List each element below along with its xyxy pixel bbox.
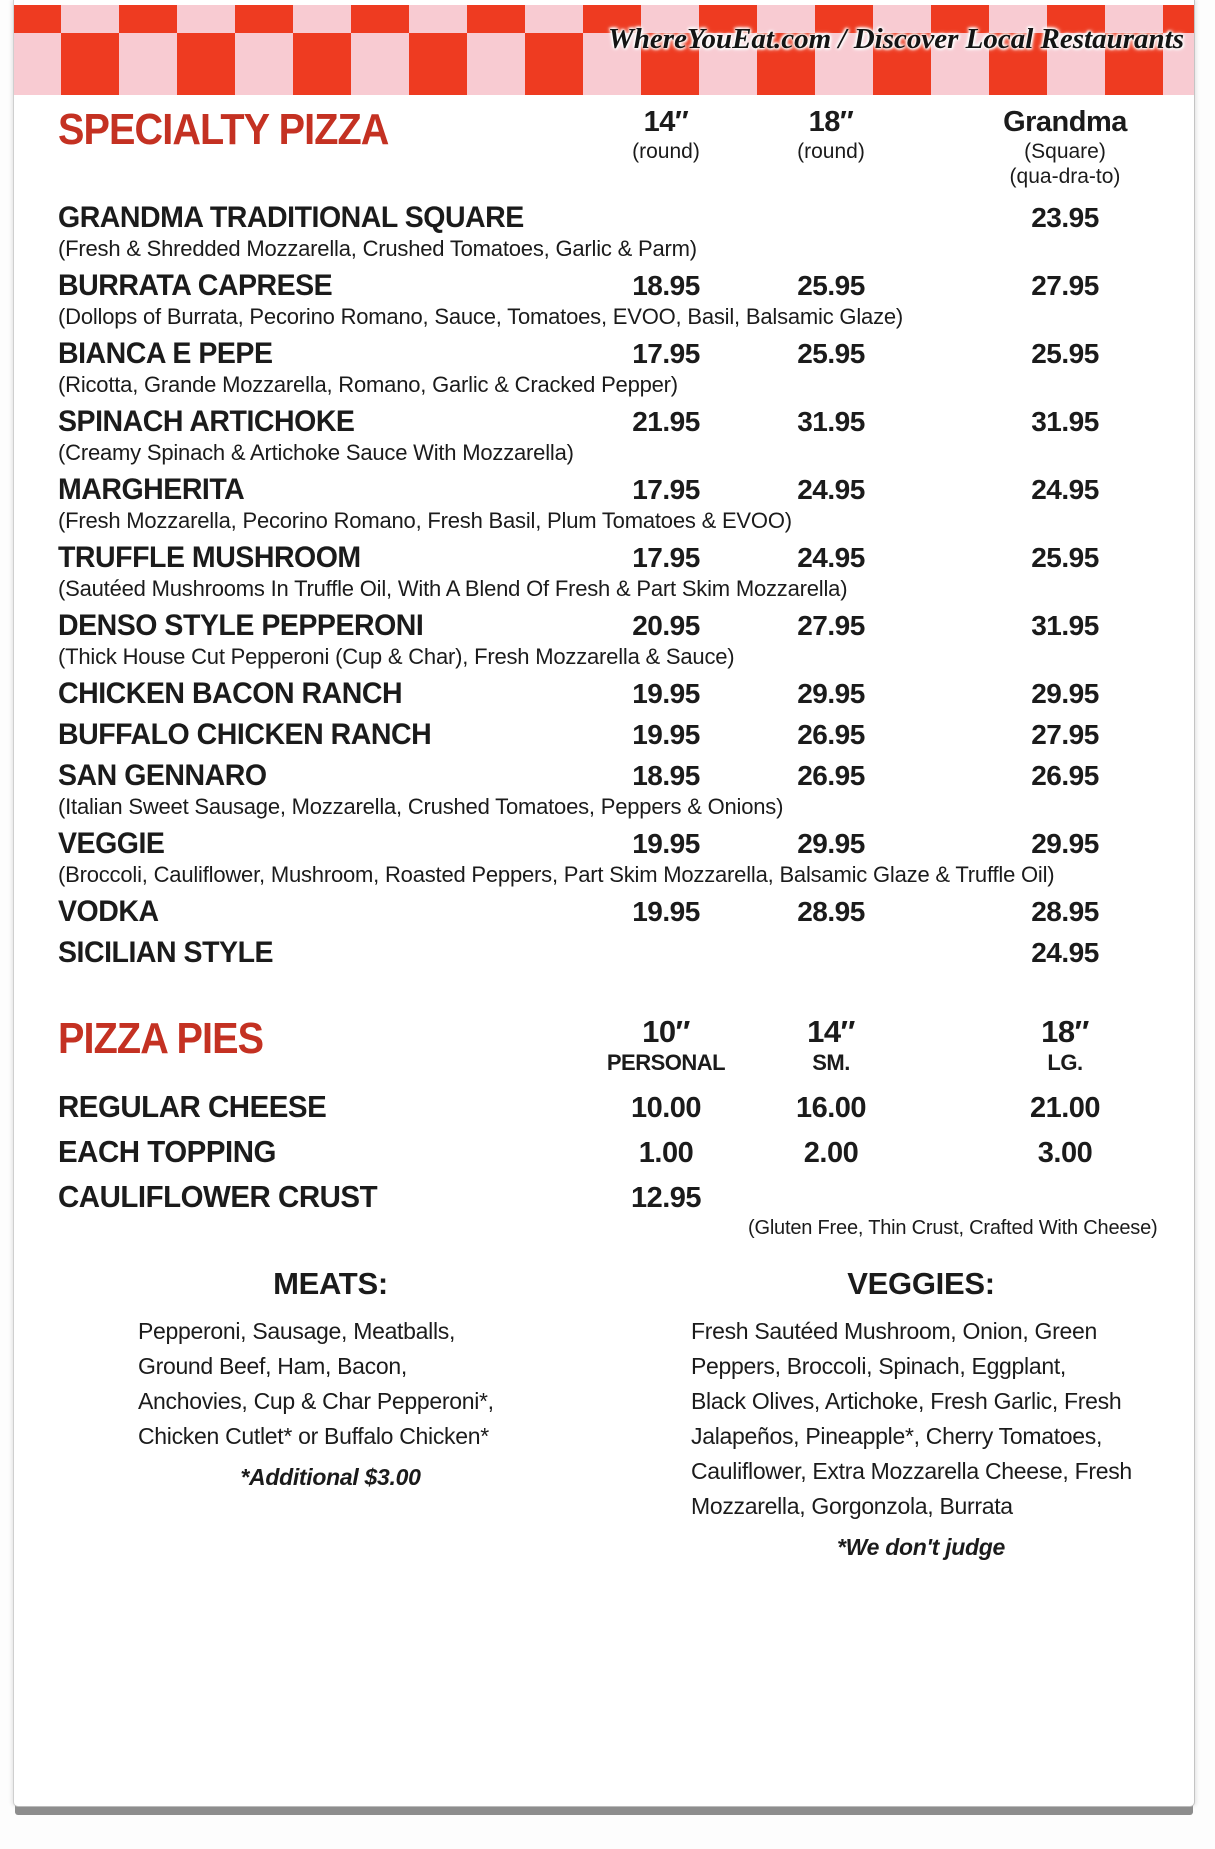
menu-item — [58, 473, 1194, 534]
item-price-18: 24.95 — [797, 542, 865, 573]
item-price-grandma: 24.95 — [1031, 937, 1099, 968]
checkered-banner — [14, 5, 1194, 95]
item-price-large: 3.00 — [1037, 1137, 1093, 1169]
specialty-item-list — [58, 201, 1194, 970]
menu-item — [58, 337, 1194, 398]
item-description: (Fresh & Shredded Mozzarella, Crushed Tomatoes, Garlic & Parm) — [58, 236, 697, 261]
item-price-18: 26.95 — [797, 760, 865, 791]
item-name: REGULAR CHEESE — [58, 1089, 327, 1124]
item-price-grandma: 23.95 — [1031, 202, 1099, 233]
item-price-grandma: 31.95 — [1031, 406, 1099, 437]
column-header-10-personal: 10″ PERSONAL — [606, 1014, 726, 1075]
menu-item — [58, 718, 1194, 752]
item-price-18: 25.95 — [797, 338, 865, 369]
item-price-14: 18.95 — [632, 270, 700, 301]
item-price-grandma: 25.95 — [1031, 338, 1099, 369]
pies-title: PIZZA PIES — [58, 1014, 264, 1063]
item-price-personal: 12.95 — [630, 1182, 702, 1214]
menu-item — [58, 609, 1194, 670]
menu-item-row — [58, 541, 1194, 575]
item-price-14: 21.95 — [632, 406, 700, 437]
menu-item-row — [58, 677, 1194, 711]
topping-line: Ground Beef, Ham, Bacon, — [138, 1353, 407, 1379]
item-name: TRUFFLE MUSHROOM — [58, 541, 361, 574]
topping-line: Anchovies, Cup & Char Pepperoni*, — [138, 1388, 494, 1414]
column-header-18: 18″ (round) — [797, 106, 865, 163]
topping-line: Peppers, Broccoli, Spinach, Eggplant, — [691, 1353, 1067, 1379]
item-price-14: 17.95 — [632, 542, 700, 573]
watermark-text: WhereYouEat.com / Discover Local Restaurants — [608, 23, 1184, 55]
item-price-personal: 10.00 — [630, 1092, 702, 1124]
item-name: SPINACH ARTICHOKE — [58, 405, 355, 438]
veggies-note: *We don't judge — [837, 1534, 1005, 1560]
item-price-small: 2.00 — [803, 1137, 859, 1169]
item-name: VEGGIE — [58, 827, 165, 860]
topping-line: Jalapeños, Pineapple*, Cherry Tomatoes, — [691, 1423, 1103, 1449]
item-note: (Gluten Free, Thin Crust, Crafted With Cheese) — [748, 1217, 1158, 1239]
item-price-14: 18.95 — [632, 760, 700, 791]
item-name: DENSO STYLE PEPPERONI — [58, 609, 424, 642]
pies-header — [58, 1014, 1194, 1076]
item-price-18: 25.95 — [797, 270, 865, 301]
item-name: SICILIAN STYLE — [58, 936, 274, 969]
meats-column — [138, 1264, 523, 1565]
item-description: (Creamy Spinach & Artichoke Sauce With Mozzarella) — [58, 440, 574, 465]
item-price-grandma: 27.95 — [1031, 270, 1099, 301]
item-price-grandma: 24.95 — [1031, 474, 1099, 505]
item-price-grandma: 25.95 — [1031, 542, 1099, 573]
item-price-14: 20.95 — [632, 610, 700, 641]
item-name: CAULIFLOWER CRUST — [58, 1179, 378, 1214]
menu-item-row — [58, 718, 1194, 752]
column-header-18-lg: 18″ LG. — [1041, 1014, 1089, 1075]
menu-item-row — [58, 936, 1194, 970]
item-price-large: 21.00 — [1029, 1092, 1101, 1124]
item-price-14: 19.95 — [632, 678, 700, 709]
topping-line: Mozzarella, Gorgonzola, Burrata — [691, 1493, 1013, 1519]
topping-line: Pepperoni, Sausage, Meatballs, — [138, 1318, 456, 1344]
item-price-18: 27.95 — [797, 610, 865, 641]
item-price-18: 31.95 — [797, 406, 865, 437]
item-price-18: 29.95 — [797, 678, 865, 709]
item-price-grandma: 26.95 — [1031, 760, 1099, 791]
item-description: (Fresh Mozzarella, Pecorino Romano, Fresh Basil, Plum Tomatoes & EVOO) — [58, 508, 792, 533]
pie-item-row — [58, 1088, 1194, 1127]
menu-content — [14, 95, 1194, 1565]
toppings-section — [58, 1264, 1194, 1565]
menu-item-row — [58, 473, 1194, 507]
item-price-grandma: 31.95 — [1031, 610, 1099, 641]
topping-line: Fresh Sautéed Mushroom, Onion, Green — [691, 1318, 1097, 1344]
menu-item-row — [58, 405, 1194, 439]
item-name: EACH TOPPING — [58, 1134, 276, 1169]
specialty-header — [58, 105, 1194, 189]
item-description: (Sautéed Mushrooms In Truffle Oil, With A Blend Of Fresh & Part Skim Mozzarella) — [58, 576, 848, 601]
item-name: GRANDMA TRADITIONAL SQUARE — [58, 201, 524, 234]
item-name: CHICKEN BACON RANCH — [58, 677, 403, 710]
item-price-18: 24.95 — [797, 474, 865, 505]
column-header-14-sm: 14″ SM. — [807, 1014, 855, 1075]
item-name: BIANCA E PEPE — [58, 337, 273, 370]
pizza-pies-section — [58, 1014, 1194, 1240]
veggies-list — [691, 1314, 1151, 1524]
veggies-column — [691, 1264, 1151, 1565]
menu-item — [58, 827, 1194, 888]
item-name: BURRATA CAPRESE — [58, 269, 333, 302]
item-price-18: 28.95 — [797, 896, 865, 927]
specialty-title: SPECIALTY PIZZA — [58, 105, 389, 154]
menu-item — [58, 201, 1194, 262]
column-header-grandma: Grandma (Square) (qua-dra-to) — [1003, 106, 1127, 188]
menu-item — [58, 895, 1194, 929]
menu-item — [58, 405, 1194, 466]
meats-note: *Additional $3.00 — [240, 1464, 421, 1490]
item-description: (Ricotta, Grande Mozzarella, Romano, Garlic & Cracked Pepper) — [58, 372, 678, 397]
item-price-grandma: 29.95 — [1031, 678, 1099, 709]
item-price-grandma: 29.95 — [1031, 828, 1099, 859]
menu-item-row — [58, 759, 1194, 793]
topping-line: Black Olives, Artichoke, Fresh Garlic, Fresh — [691, 1388, 1122, 1414]
item-price-14: 19.95 — [632, 896, 700, 927]
veggies-heading: VEGGIES: — [847, 1266, 995, 1301]
item-price-18: 29.95 — [797, 828, 865, 859]
meats-heading: MEATS: — [273, 1266, 388, 1301]
item-price-14: 19.95 — [632, 719, 700, 750]
item-name: BUFFALO CHICKEN RANCH — [58, 718, 432, 751]
item-description: (Italian Sweet Sausage, Mozzarella, Crushed Tomatoes, Peppers & Onions) — [58, 794, 784, 819]
item-name: SAN GENNARO — [58, 759, 267, 792]
menu-item-row — [58, 269, 1194, 303]
menu-item — [58, 936, 1194, 970]
item-price-personal: 1.00 — [638, 1137, 694, 1169]
item-price-14: 17.95 — [632, 338, 700, 369]
menu-item — [58, 677, 1194, 711]
pie-item-row — [58, 1178, 1194, 1240]
item-price-grandma: 27.95 — [1031, 719, 1099, 750]
topping-line: Cauliflower, Extra Mozzarella Cheese, Fresh — [691, 1458, 1132, 1484]
topping-line: Chicken Cutlet* or Buffalo Chicken* — [138, 1423, 489, 1449]
menu-page — [13, 0, 1195, 1807]
item-description: (Thick House Cut Pepperoni (Cup & Char), Fresh Mozzarella & Sauce) — [58, 644, 735, 669]
menu-item-row — [58, 609, 1194, 643]
item-price-14: 17.95 — [632, 474, 700, 505]
item-name: MARGHERITA — [58, 473, 245, 506]
item-description: (Broccoli, Cauliflower, Mushroom, Roasted Peppers, Part Skim Mozzarella, Balsamic Glaze & Truffle Oil) — [58, 862, 1055, 887]
item-price-grandma: 28.95 — [1031, 896, 1099, 927]
menu-item — [58, 541, 1194, 602]
menu-item-row — [58, 201, 1194, 235]
meats-list — [138, 1314, 523, 1454]
menu-item-row — [58, 895, 1194, 929]
item-name: VODKA — [58, 895, 159, 928]
pie-item-row — [58, 1133, 1194, 1172]
menu-item — [58, 759, 1194, 820]
item-description: (Dollops of Burrata, Pecorino Romano, Sauce, Tomatoes, EVOO, Basil, Balsamic Glaze) — [58, 304, 904, 329]
item-price-14: 19.95 — [632, 828, 700, 859]
menu-item-row — [58, 827, 1194, 861]
menu-item — [58, 269, 1194, 330]
item-price-small: 16.00 — [795, 1092, 867, 1124]
menu-item-row — [58, 337, 1194, 371]
item-price-18: 26.95 — [797, 719, 865, 750]
column-header-14: 14″ (round) — [632, 106, 700, 163]
pies-item-list — [58, 1088, 1194, 1240]
